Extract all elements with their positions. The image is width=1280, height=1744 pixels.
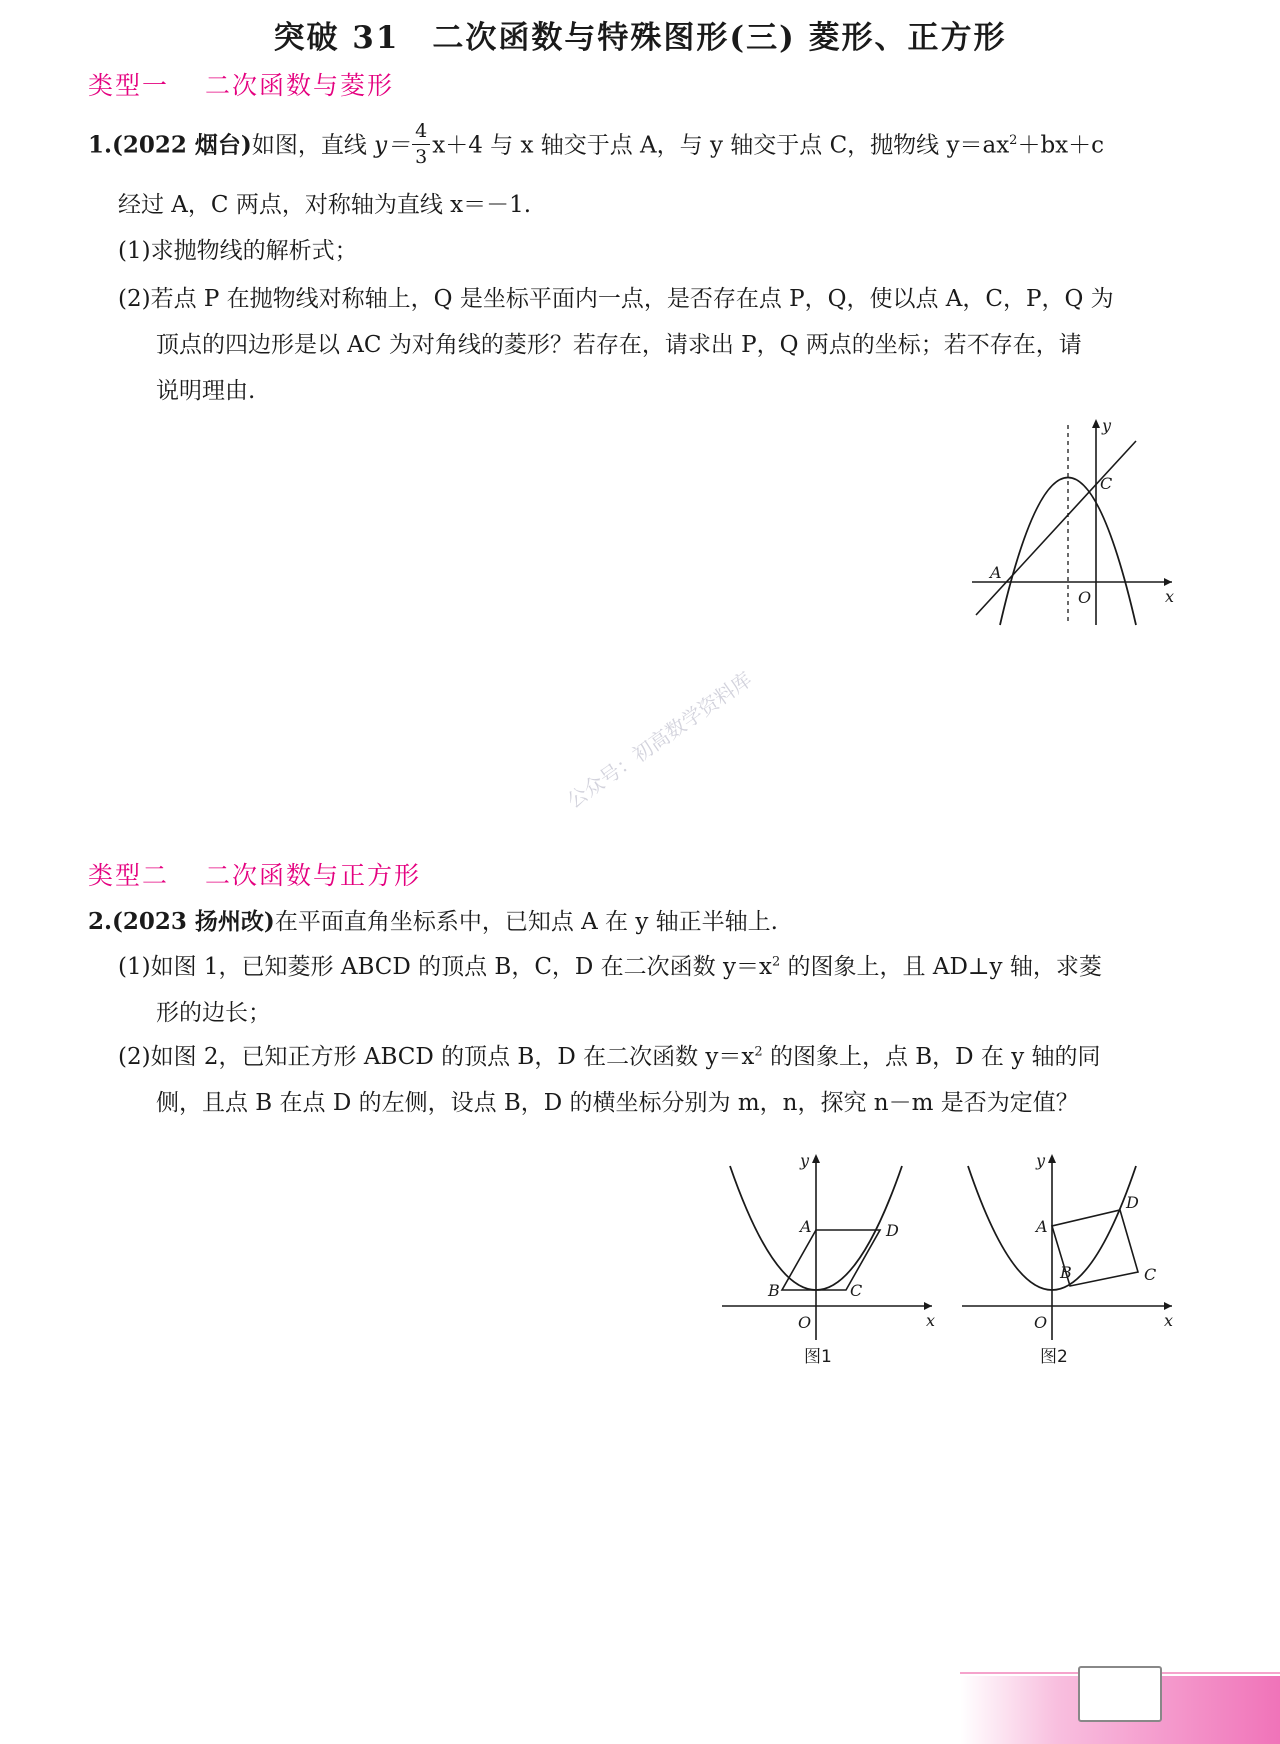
q1-line-1 — [88, 120, 1105, 169]
origin-label: O — [1078, 588, 1092, 607]
point-c-label: C — [1144, 1265, 1157, 1284]
q2-part-1-text: (1)如图 1，已知菱形 ABCD 的顶点 B，C，D 在二次函数 y＝x — [118, 954, 772, 980]
section-tag: 类型一 — [88, 71, 170, 100]
y-axis-arrow-icon — [1048, 1154, 1056, 1163]
question-number: 2. — [88, 908, 113, 935]
point-a-label: A — [1036, 1217, 1048, 1236]
q2-part-2-text: (2)如图 2，已知正方形 ABCD 的顶点 B，D 在二次函数 y＝x — [118, 1044, 755, 1070]
q1-part-2-line-1: (2)若点 P 在抛物线对称轴上，Q 是坐标平面内一点，是否存在点 P，Q，使以点 A，C，P，Q 为 — [118, 286, 1114, 312]
question-number: 1. — [88, 131, 113, 159]
origin-label: O — [798, 1313, 812, 1332]
section-name: 二次函数与正方形 — [205, 861, 422, 890]
section-heading-1 — [88, 66, 394, 102]
x-axis-arrow-icon — [1164, 1302, 1172, 1310]
point-b-label: B — [768, 1281, 780, 1300]
rhombus-abcd — [782, 1230, 880, 1290]
page-title: 突破 31 二次函数与特殊图形(三) 菱形、正方形 — [273, 20, 1007, 56]
exponent: 2 — [771, 954, 781, 970]
question-source: (2022 烟台) — [112, 131, 252, 159]
origin-label: O — [1034, 1313, 1048, 1332]
page-number-box — [1078, 1666, 1162, 1722]
y-axis-arrow-icon — [1092, 419, 1100, 428]
point-a-label: A — [990, 563, 1002, 582]
exponent: 2 — [1009, 132, 1018, 148]
point-a-label: A — [800, 1217, 812, 1236]
x-axis-label: x — [1164, 1311, 1174, 1330]
figure-caption: 图2 — [1040, 1347, 1068, 1367]
fraction-denominator: 3 — [415, 146, 428, 168]
x-axis-label: x — [1165, 587, 1175, 606]
q1-text-end: ＋bx＋c — [1017, 132, 1105, 159]
point-d-label: D — [886, 1221, 899, 1240]
question-source: (2023 扬州改) — [112, 908, 275, 935]
q1-graph — [960, 415, 1180, 635]
q1-line-2: 经过 A，C 两点，对称轴为直线 x＝－1. — [118, 192, 532, 218]
y-axis-label: y — [1102, 416, 1112, 435]
q2-graph-2 — [960, 1150, 1180, 1370]
x-axis-label: x — [926, 1311, 936, 1330]
watermark: 公众号：初高数学资料库 — [562, 667, 757, 813]
figure-caption: 图1 — [804, 1347, 832, 1367]
q2-figure-2 — [960, 1150, 1180, 1374]
point-c-label: C — [850, 1281, 863, 1300]
q2-part-2-text-cont: 的图象上，点 B，D 在 y 轴的同 — [762, 1044, 1101, 1070]
q1-text-cont: x＋4 与 x 轴交于点 A，与 y 轴交于点 C，抛物线 y＝ax — [432, 132, 1010, 159]
point-d-label: D — [1126, 1193, 1139, 1212]
section-heading-2 — [88, 856, 421, 892]
x-axis-arrow-icon — [1164, 578, 1172, 586]
fraction-4-3 — [412, 122, 430, 167]
y-axis-label: y — [1036, 1151, 1046, 1170]
q1-figure — [960, 415, 1180, 639]
q2-part-1-text-cont: 的图象上，且 AD⊥y 轴，求菱 — [780, 954, 1102, 980]
q1-part-1: (1)求抛物线的解析式； — [118, 238, 358, 264]
point-c-label: C — [1100, 474, 1113, 493]
section-tag: 类型二 — [88, 861, 170, 890]
q2-text: 在平面直角坐标系中，已知点 A 在 y 轴正半轴上. — [274, 909, 778, 935]
exponent: 2 — [754, 1044, 763, 1060]
q2-figure-1 — [720, 1150, 940, 1374]
q2-part-1-line-1 — [118, 954, 1102, 982]
x-axis-arrow-icon — [924, 1302, 932, 1310]
q2-part-1-line-2: 形的边长； — [156, 1000, 271, 1026]
y-axis-arrow-icon — [812, 1154, 820, 1163]
section-name: 二次函数与菱形 — [205, 71, 395, 100]
fraction-numerator: 4 — [412, 122, 430, 145]
q2-part-2-line-2: 侧，且点 B 在点 D 的左侧，设点 B，D 的横坐标分别为 m，n，探究 n－m 是否为定值？ — [156, 1090, 1079, 1116]
q1-part-2-line-3: 说明理由. — [156, 378, 256, 404]
q1-text: 如图，直线 — [251, 132, 375, 159]
q1-eq-lhs: y＝ — [374, 132, 411, 159]
point-b-label: B — [1060, 1263, 1072, 1282]
line-ac — [976, 441, 1136, 615]
q2-graph-1 — [720, 1150, 940, 1370]
q2-line-1 — [88, 908, 778, 937]
q2-part-2-line-1 — [118, 1044, 1101, 1072]
q1-part-2-line-2: 顶点的四边形是以 AC 为对角线的菱形？若存在，请求出 P，Q 两点的坐标；若不存在，请 — [156, 332, 1082, 358]
y-axis-label: y — [800, 1151, 810, 1170]
